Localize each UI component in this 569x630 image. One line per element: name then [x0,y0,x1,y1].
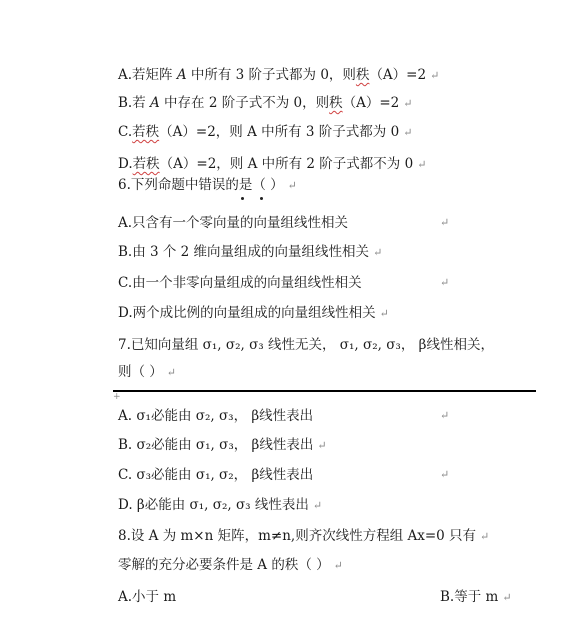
paragraph-mark-icon: ↵ [333,559,343,572]
q5-a-prefix: A.若矩阵 [118,67,177,83]
emphasis-dots [241,197,265,201]
q8-option-b [440,588,512,607]
q7-option-b [118,436,327,455]
paragraph-mark-icon: ↵ [502,591,512,604]
q8-stem-line2 [118,556,343,575]
horizontal-rule [113,390,536,392]
paragraph-mark-icon: ↵ [440,409,450,422]
q6-option-c [118,274,362,292]
q5-d-prefix: D. [118,156,133,172]
paragraph-mark-icon: ↵ [287,179,297,192]
q5-c-prefix: C. [118,124,133,140]
q7-c-text: C. σ₃必能由 σ₁, σ₂， β线性表出 [118,467,314,483]
table-anchor-icon: + [113,392,121,402]
q6-option-d [118,304,389,323]
q7-option-d [118,496,322,515]
q8-b-text: B.等于 m [440,589,499,605]
paragraph-mark-icon: ↵ [373,246,383,259]
q7-option-c [118,466,313,484]
q6-c-text: C.由一个非零向量组成的向量组线性相关 [118,275,362,291]
q6-d-text: D.两个成比例的向量组成的向量组线性相关 [118,305,376,321]
paragraph-mark-icon: ↵ [480,530,490,543]
q5-b-mid: 中存在 2 阶子式不为 0，则 [159,95,330,111]
q5-b-var: A [150,95,160,111]
q7-b-text: B. σ₂必能由 σ₁, σ₃， β线性表出 [118,437,314,453]
q7-stem-text-1: 7.已知向量组 σ₁, σ₂, σ₃ 线性无关， σ₁, σ₂, σ₃， β线性相关， [118,337,494,353]
paragraph-mark-icon: ↵ [403,126,413,139]
q6-stem [118,176,297,195]
q5-d-post: （A）=2，则 A 中所有 2 阶子式都不为 0 [159,156,414,172]
q5-d-rank: 若秩 [132,156,160,172]
paragraph-mark-icon: ↵ [440,216,450,229]
q6-a-text: A.只含有一个零向量的向量组线性相关 [118,215,349,231]
paragraph-mark-icon: ↵ [440,276,450,289]
paragraph-mark-icon: ↵ [379,307,389,320]
q6-stem-text: 6.下列命题中错误的是（ ） [118,177,284,193]
q5-option-d [118,155,426,174]
q8-stem-line1 [118,527,489,546]
q7-a-text: A. σ₁必能由 σ₂, σ₃， β线性表出 [118,408,314,424]
q5-option-c [118,123,412,142]
q8-option-a [118,588,176,606]
q7-stem-line2 [118,363,176,382]
q5-b-prefix: B.若 [118,95,151,111]
q7-d-text: D. β必能由 σ₁, σ₂, σ₃ 线性表出 [118,497,309,513]
q5-b-rank: 秩 [329,95,343,111]
q6-b-text: B.由 3 个 2 维向量组成的向量组线性相关 [118,244,370,260]
q5-c-post: （A）=2，则 A 中所有 3 阶子式都为 0 [159,124,400,140]
q5-option-a [118,66,439,85]
paragraph-mark-icon: ↵ [166,366,177,379]
q5-option-b [118,94,412,113]
q8-stem-text-2: 零解的充分必要条件是 A 的秩（ ） [118,557,330,573]
q8-stem-text-1: 8.设 A 为 m×n 矩阵，m≠n,则齐次线性方程组 Ax=0 只有 [118,528,477,544]
q6-option-a [118,214,348,232]
paragraph-mark-icon: ↵ [403,97,413,110]
q7-stem-text-2: 则（ ） [118,364,163,380]
paragraph-mark-icon: ↵ [440,468,450,481]
q5-b-post: （A）=2 [342,95,400,111]
q7-option-a [118,407,313,425]
q6-option-b [118,243,382,262]
q5-a-var: A [176,67,187,83]
q5-a-rank: 秩 [355,67,370,83]
q5-a-post: （A）=2 [369,67,427,83]
paragraph-mark-icon: ↵ [430,69,440,82]
q5-a-mid: 中所有 3 阶子式都为 0，则 [186,67,356,83]
paragraph-mark-icon: ↵ [317,439,327,452]
q7-stem-line1 [118,336,494,354]
q8-a-text: A.小于 m [118,589,177,605]
paragraph-mark-icon: ↵ [417,158,427,171]
q5-c-rank: 若秩 [132,124,160,140]
paragraph-mark-icon: ↵ [312,499,323,512]
